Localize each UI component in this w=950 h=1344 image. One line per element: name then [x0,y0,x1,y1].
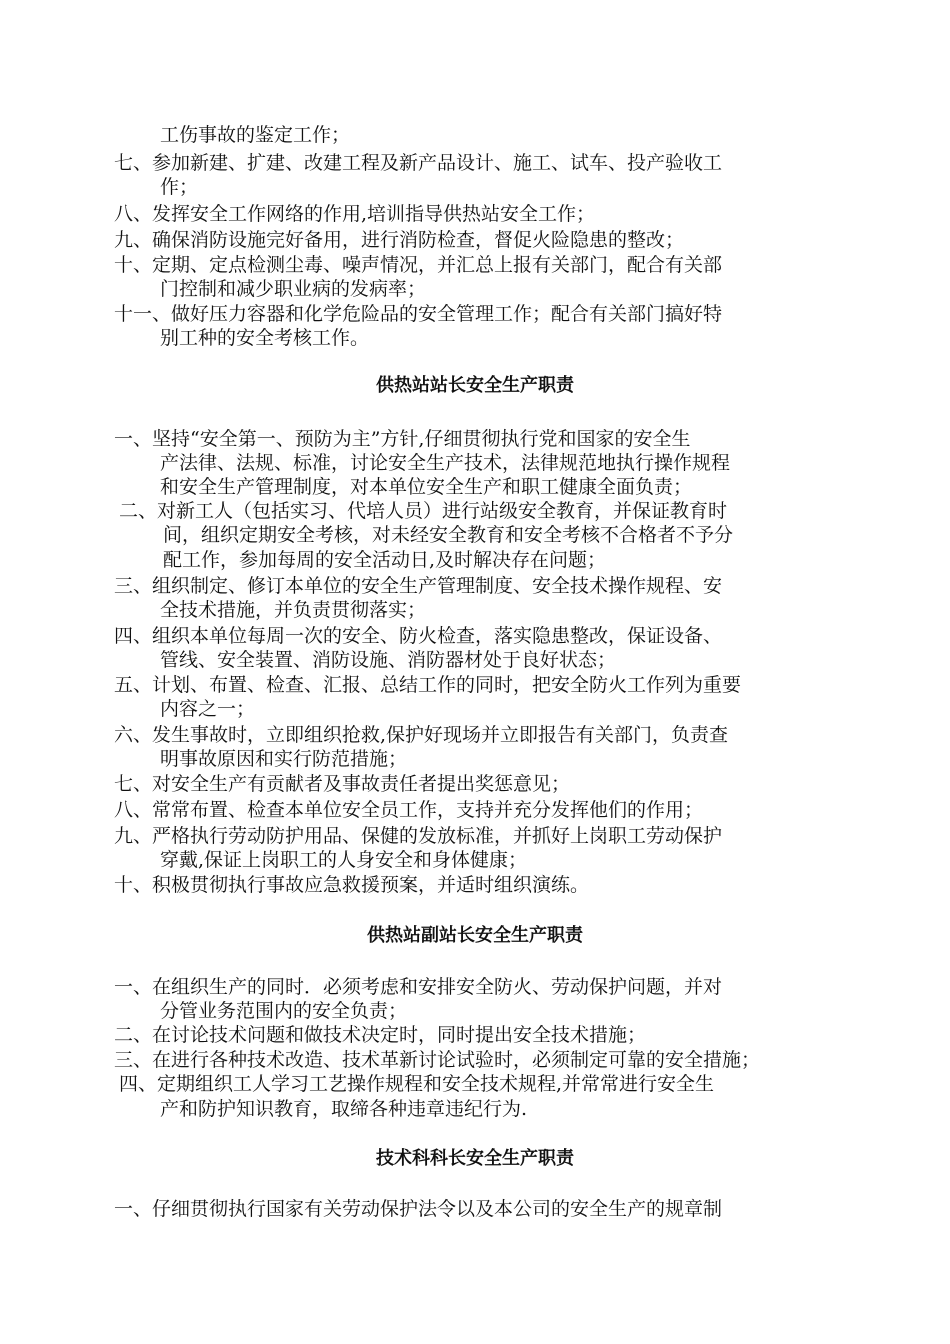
list-item-line: 间，组织定期安全考核，对未经安全教育和安全考核不合格者不予分 [163,524,734,546]
list-item-line: 三、在进行各种技术改造、技术革新讨论试验时，必须制定可靠的安全措施； [114,1049,761,1071]
section-title: 技术科科长安全生产职责 [376,1148,574,1169]
list-item-line: 十、定期、定点检测尘毒、噪声情况，并汇总上报有关部门，配合有关部 [114,254,723,276]
list-item-line: 九、确保消防设施完好备用，进行消防检查，督促火险隐患的整改； [114,229,685,251]
list-item-line: 一、坚持“安全第一、预防为主”方针,仔细贯彻执行党和国家的安全生 [114,428,691,450]
list-item-line: 全技术措施，并负责贯彻落实； [160,599,427,621]
list-item-line: 七、对安全生产有贡献者及事故责任者提出奖惩意见； [114,773,571,795]
list-item-line: 六、发生事故时，立即组织抢救,保护好现场并立即报告有关部门，负责查 [114,724,729,746]
list-item-line: 四、定期组织工人学习工艺操作规程和安全技术规程,并常常进行安全生 [119,1073,715,1095]
list-item-line: 五、计划、布置、检查、汇报、总结工作的同时，把安全防火工作列为重要 [114,674,742,696]
list-item-line: 八、发挥安全工作网络的作用,培训指导供热站安全工作； [114,203,596,225]
list-item-line: 一、仔细贯彻执行国家有关劳动保护法令以及本公司的安全生产的规章制 [114,1198,723,1220]
list-item-line: 八、常常布置、检查本单位安全员工作，支持并充分发挥他们的作用； [114,799,704,821]
list-item-line: 穿戴,保证上岗职工的人身安全和身体健康； [160,849,528,871]
list-item-line: 作； [160,176,199,198]
list-item-line: 三、组织制定、修订本单位的安全生产管理制度、安全技术操作规程、安 [114,575,723,597]
section-title: 供热站副站长安全生产职责 [367,925,583,946]
list-item-line: 产和防护知识教育，取缔各种违章违纪行为. [160,1098,528,1120]
list-item-line: 管线、安全装置、消防设施、消防器材处于良好状态； [160,649,617,671]
list-item-line: 一、在组织生产的同时．必须考虑和安排安全防火、劳动保护问题，并对 [114,976,723,998]
list-item-line: 门控制和减少职业病的发病率； [160,278,427,300]
list-item-line: 工伤事故的鉴定工作； [160,124,351,146]
list-item-line: 十、积极贯彻执行事故应急救援预案，并适时组织演练。 [114,874,590,896]
list-item-line: 产法律、法规、标准，讨论安全生产技术，法律规范地执行操作规程 [160,452,731,474]
list-item-line: 分管业务范围内的安全负责； [160,1000,408,1022]
list-item-line: 二、在讨论技术问题和做技术决定时，同时提出安全技术措施； [114,1024,647,1046]
list-item-line: 和安全生产管理制度，对本单位安全生产和职工健康全面负责； [160,476,693,498]
list-item-line: 九、严格执行劳动防护用品、保健的发放标准，并抓好上岗职工劳动保护 [114,825,723,847]
list-item-line: 配工作，参加每周的安全活动日,及时解决存在问题； [163,549,607,571]
list-item-line: 二、对新工人（包括实习、代培人员）进行站级安全教育，并保证教育时 [119,500,728,522]
list-item-line: 别工种的安全考核工作。 [160,327,370,349]
list-item-line: 内容之一； [160,698,256,720]
list-item-line: 十一、做好压力容器和化学危险品的安全管理工作；配合有关部门搞好特 [114,303,723,325]
list-item-line: 七、参加新建、扩建、改建工程及新产品设计、施工、试车、投产验收工 [114,152,723,174]
list-item-line: 明事故原因和实行防范措施； [160,748,408,770]
section-title: 供热站站长安全生产职责 [376,375,574,396]
list-item-line: 四、组织本单位每周一次的安全、防火检查，落实隐患整改，保证设备、 [114,625,723,647]
